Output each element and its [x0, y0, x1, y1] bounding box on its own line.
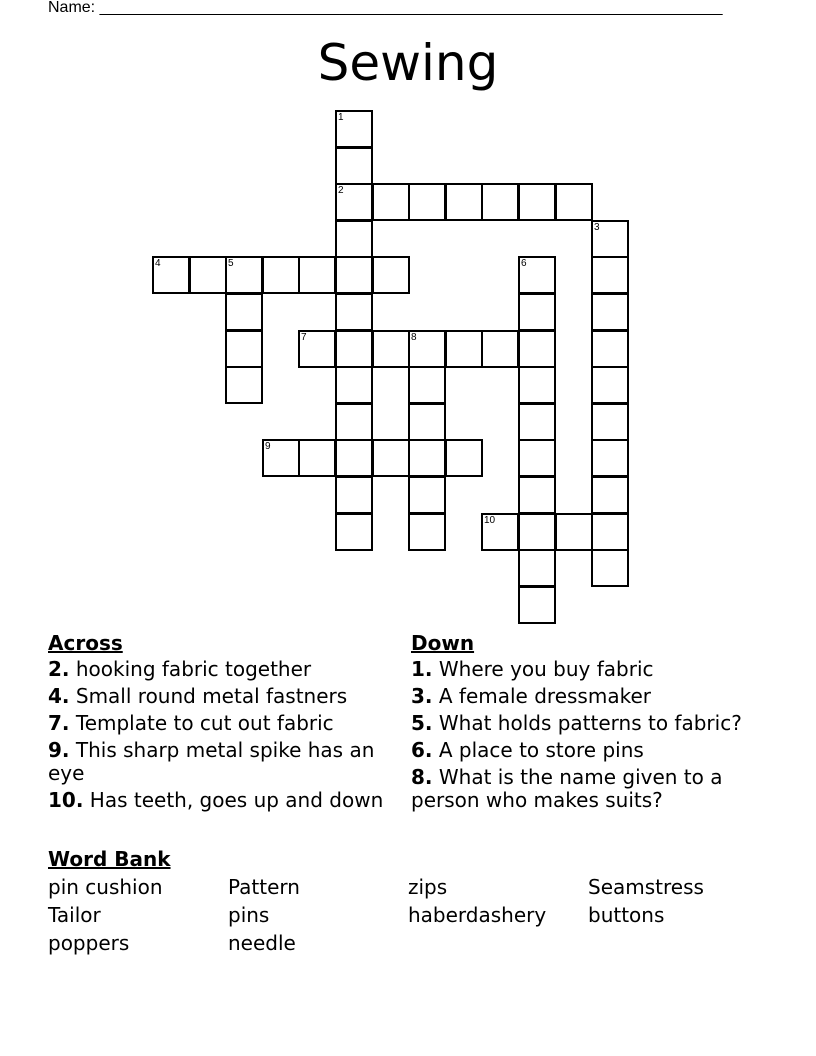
word-bank-item: Seamstress	[588, 875, 704, 899]
clue-text: Has teeth, goes up and down	[89, 788, 384, 812]
name-field-label: Name: ______________________________________________________________________	[48, 0, 723, 16]
across-clues	[48, 630, 408, 816]
crossword-cell[interactable]	[408, 330, 446, 368]
crossword-cell[interactable]	[408, 439, 446, 477]
crossword-cell[interactable]	[335, 293, 373, 331]
down-clues	[411, 630, 751, 816]
cell-number: 5	[228, 258, 234, 269]
across-clue	[48, 789, 408, 812]
crossword-cell[interactable]	[335, 110, 373, 148]
crossword-cell[interactable]	[591, 513, 629, 551]
crossword-cell[interactable]	[481, 330, 519, 368]
crossword-cell[interactable]	[591, 476, 629, 514]
word-bank-item: pin cushion	[48, 875, 163, 899]
crossword-cell[interactable]	[372, 256, 410, 294]
down-clue	[411, 712, 751, 735]
across-clue	[48, 739, 408, 785]
clue-number: 3.	[411, 684, 433, 708]
cell-number: 1	[338, 112, 344, 123]
cell-number: 9	[265, 441, 271, 452]
clue-number: 8.	[411, 765, 433, 789]
cell-number: 7	[301, 332, 307, 343]
crossword-cell[interactable]	[335, 366, 373, 404]
clue-text: Template to cut out fabric	[75, 711, 334, 735]
across-clue	[48, 712, 408, 735]
crossword-cell[interactable]	[518, 183, 556, 221]
crossword-cell[interactable]	[591, 403, 629, 441]
crossword-cell[interactable]	[335, 403, 373, 441]
down-clue	[411, 766, 751, 812]
crossword-cell[interactable]	[445, 330, 483, 368]
down-clue	[411, 658, 751, 681]
crossword-cell[interactable]	[372, 183, 410, 221]
crossword-cell[interactable]	[262, 439, 300, 477]
down-clue	[411, 739, 751, 762]
crossword-cell[interactable]	[518, 549, 556, 587]
crossword-cell[interactable]	[408, 403, 446, 441]
crossword-cell[interactable]	[591, 366, 629, 404]
across-clue	[48, 658, 408, 681]
down-heading: Down	[411, 631, 475, 655]
word-bank-item: Tailor	[48, 903, 101, 927]
clue-text: What holds patterns to fabric?	[438, 711, 742, 735]
word-bank-item: haberdashery	[408, 903, 547, 927]
clue-text: What is the name given to a person who makes suits?	[411, 765, 723, 812]
clue-number: 9.	[48, 738, 70, 762]
crossword-cell[interactable]	[372, 330, 410, 368]
crossword-cell[interactable]	[445, 439, 483, 477]
crossword-cell[interactable]	[225, 256, 263, 294]
crossword-cell[interactable]	[518, 476, 556, 514]
clue-text: This sharp metal spike has an eye	[48, 738, 375, 785]
crossword-cell[interactable]	[518, 439, 556, 477]
crossword-cell[interactable]	[152, 256, 190, 294]
crossword-cell[interactable]	[408, 476, 446, 514]
crossword-cell[interactable]	[555, 183, 593, 221]
word-bank-heading: Word Bank	[48, 847, 171, 871]
crossword-cell[interactable]	[591, 220, 629, 258]
crossword-cell[interactable]	[408, 183, 446, 221]
cell-number: 2	[338, 185, 344, 196]
clue-number: 10.	[48, 788, 84, 812]
word-bank-item: buttons	[588, 903, 665, 927]
cell-number: 10	[484, 515, 496, 526]
crossword-cell[interactable]	[555, 513, 593, 551]
clue-number: 2.	[48, 657, 70, 681]
crossword-cell[interactable]	[518, 513, 556, 551]
clue-number: 7.	[48, 711, 70, 735]
clue-number: 5.	[411, 711, 433, 735]
crossword-cell[interactable]	[591, 293, 629, 331]
crossword-cell[interactable]	[445, 183, 483, 221]
word-bank-item: needle	[228, 931, 296, 955]
crossword-cell[interactable]	[335, 330, 373, 368]
down-clue	[411, 685, 751, 708]
clue-number: 1.	[411, 657, 433, 681]
crossword-cell[interactable]	[591, 330, 629, 368]
crossword-cell[interactable]	[518, 330, 556, 368]
crossword-cell[interactable]	[298, 256, 336, 294]
cell-number: 6	[521, 258, 527, 269]
crossword-cell[interactable]	[225, 330, 263, 368]
crossword-cell[interactable]	[298, 439, 336, 477]
crossword-cell[interactable]	[298, 330, 336, 368]
crossword-cell[interactable]	[225, 366, 263, 404]
page-title: Sewing	[317, 34, 499, 92]
crossword-cell[interactable]	[481, 513, 519, 551]
crossword-cell[interactable]	[335, 147, 373, 185]
crossword-cell[interactable]	[335, 220, 373, 258]
crossword-cell[interactable]	[518, 256, 556, 294]
crossword-cell[interactable]	[591, 549, 629, 587]
clue-text: A place to store pins	[438, 738, 644, 762]
clue-text: A female dressmaker	[438, 684, 651, 708]
crossword-cell[interactable]	[591, 256, 629, 294]
cell-number: 3	[594, 222, 600, 233]
word-bank-item: zips	[408, 875, 448, 899]
word-bank-item: Pattern	[228, 875, 300, 899]
crossword-cell[interactable]	[335, 476, 373, 514]
across-heading: Across	[48, 631, 123, 655]
crossword-cell[interactable]	[408, 513, 446, 551]
crossword-cell[interactable]	[335, 183, 373, 221]
crossword-cell[interactable]	[408, 366, 446, 404]
crossword-cell[interactable]	[225, 293, 263, 331]
crossword-cell[interactable]	[518, 366, 556, 404]
crossword-cell[interactable]	[372, 439, 410, 477]
clue-text: Where you buy fabric	[438, 657, 654, 681]
word-bank-item: pins	[228, 903, 270, 927]
crossword-cell[interactable]	[481, 183, 519, 221]
crossword-cell[interactable]	[335, 439, 373, 477]
word-bank-item: poppers	[48, 931, 130, 955]
clue-text: Small round metal fastners	[75, 684, 348, 708]
crossword-cell[interactable]	[335, 256, 373, 294]
clue-text: hooking fabric together	[75, 657, 312, 681]
across-clue	[48, 685, 408, 708]
cell-number: 4	[155, 258, 161, 269]
crossword-cell[interactable]	[518, 403, 556, 441]
crossword-cell[interactable]	[518, 293, 556, 331]
crossword-cell[interactable]	[591, 439, 629, 477]
cell-number: 8	[411, 332, 417, 343]
crossword-cell[interactable]	[518, 586, 556, 624]
crossword-cell[interactable]	[335, 513, 373, 551]
clue-number: 6.	[411, 738, 433, 762]
clue-number: 4.	[48, 684, 70, 708]
crossword-cell[interactable]	[189, 256, 227, 294]
crossword-cell[interactable]	[262, 256, 300, 294]
